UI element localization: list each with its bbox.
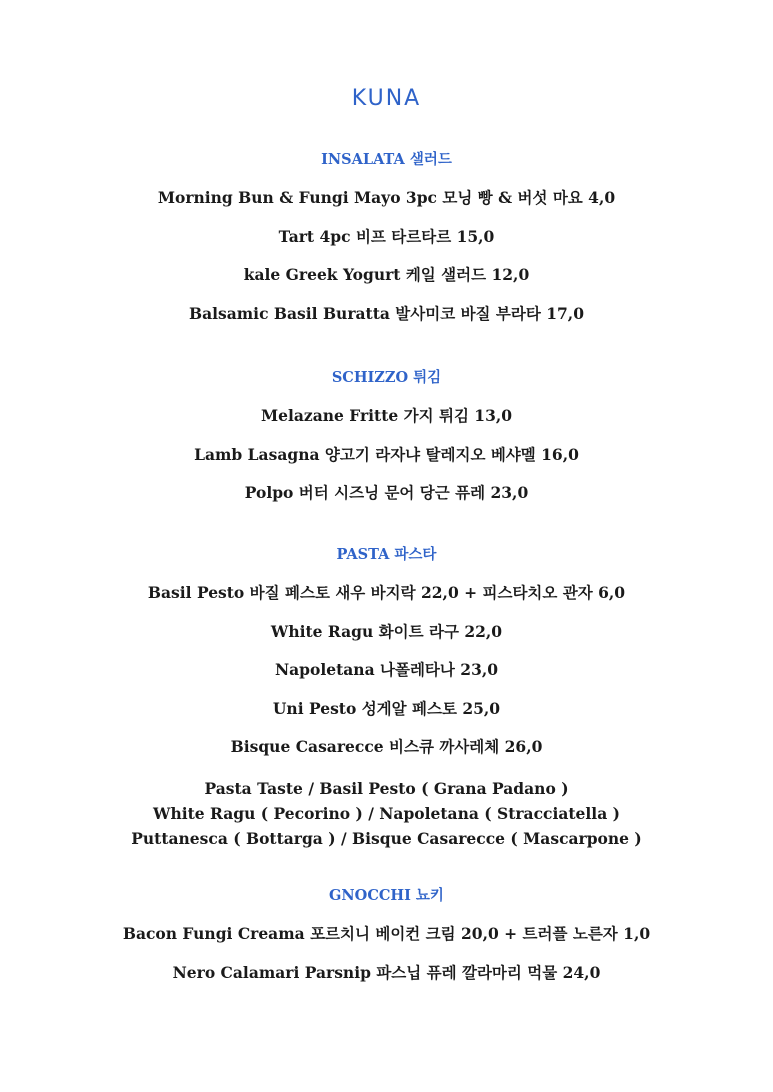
menu-item: Melazane Fritte 가지 튀김 13,0 [260, 406, 513, 425]
section-title: PASTA 파스타 [336, 546, 437, 563]
section-title: SCHIZZO 튀김 [331, 369, 442, 386]
section-title: GNOCCHI 뇨키 [329, 887, 444, 904]
menu-item: Uni Pesto 성게알 페스토 25,0 [272, 698, 501, 718]
pasta-note: Pasta Taste / Basil Pesto ( Grana Padano ) [204, 778, 569, 798]
menu-item: White Ragu 화이트 라구 22,0 [270, 621, 503, 641]
menu-item: Balsamic Basil Buratta 발사미코 바질 부라타 17,0 [188, 303, 584, 323]
section-pasta [0, 545, 773, 851]
menu-item: Lamb Lasagna 양고기 라자냐 탈레지오 베샤멜 16,0 [194, 444, 579, 464]
menu-item: Napoletana 나폴레타나 23,0 [274, 660, 499, 679]
section-gnocchi [0, 886, 773, 1001]
menu-item: Tart 4pc 비프 타르타르 15,0 [278, 226, 495, 246]
menu-item: kale Greek Yogurt 케일 샐러드 12,0 [243, 265, 530, 284]
pasta-note: White Ragu ( Pecorino ) / Napoletana ( Stracciatella ) [153, 803, 620, 823]
menu-item: Polpo 버터 시즈닝 문어 당근 퓨레 23,0 [244, 483, 529, 502]
pasta-note: Puttanesca ( Bottarga ) / Bisque Casarecce ( Mascarpone ) [131, 828, 642, 848]
menu-item: Morning Bun & Fungi Mayo 3pc 모닝 빵 & 버섯 마요 4,0 [157, 188, 616, 207]
section-schizzo [0, 368, 773, 522]
menu-item: Basil Pesto 바질 페스토 새우 바지락 22,0 + 피스타치오 관자 6,0 [147, 583, 626, 602]
menu-item: Nero Calamari Parsnip 파스닙 퓨레 깔라마리 먹물 24,0 [172, 962, 601, 982]
menu-item: Bisque Casarecce 비스큐 까사레체 26,0 [230, 737, 543, 756]
section-insalata [0, 150, 773, 342]
section-title: INSALATA 샐러드 [321, 151, 452, 168]
brand-title: KUNA [351, 86, 422, 111]
menu-item: Bacon Fungi Creama 포르치니 베이컨 크림 20,0 + 트러플 노른자 1,0 [122, 924, 651, 943]
